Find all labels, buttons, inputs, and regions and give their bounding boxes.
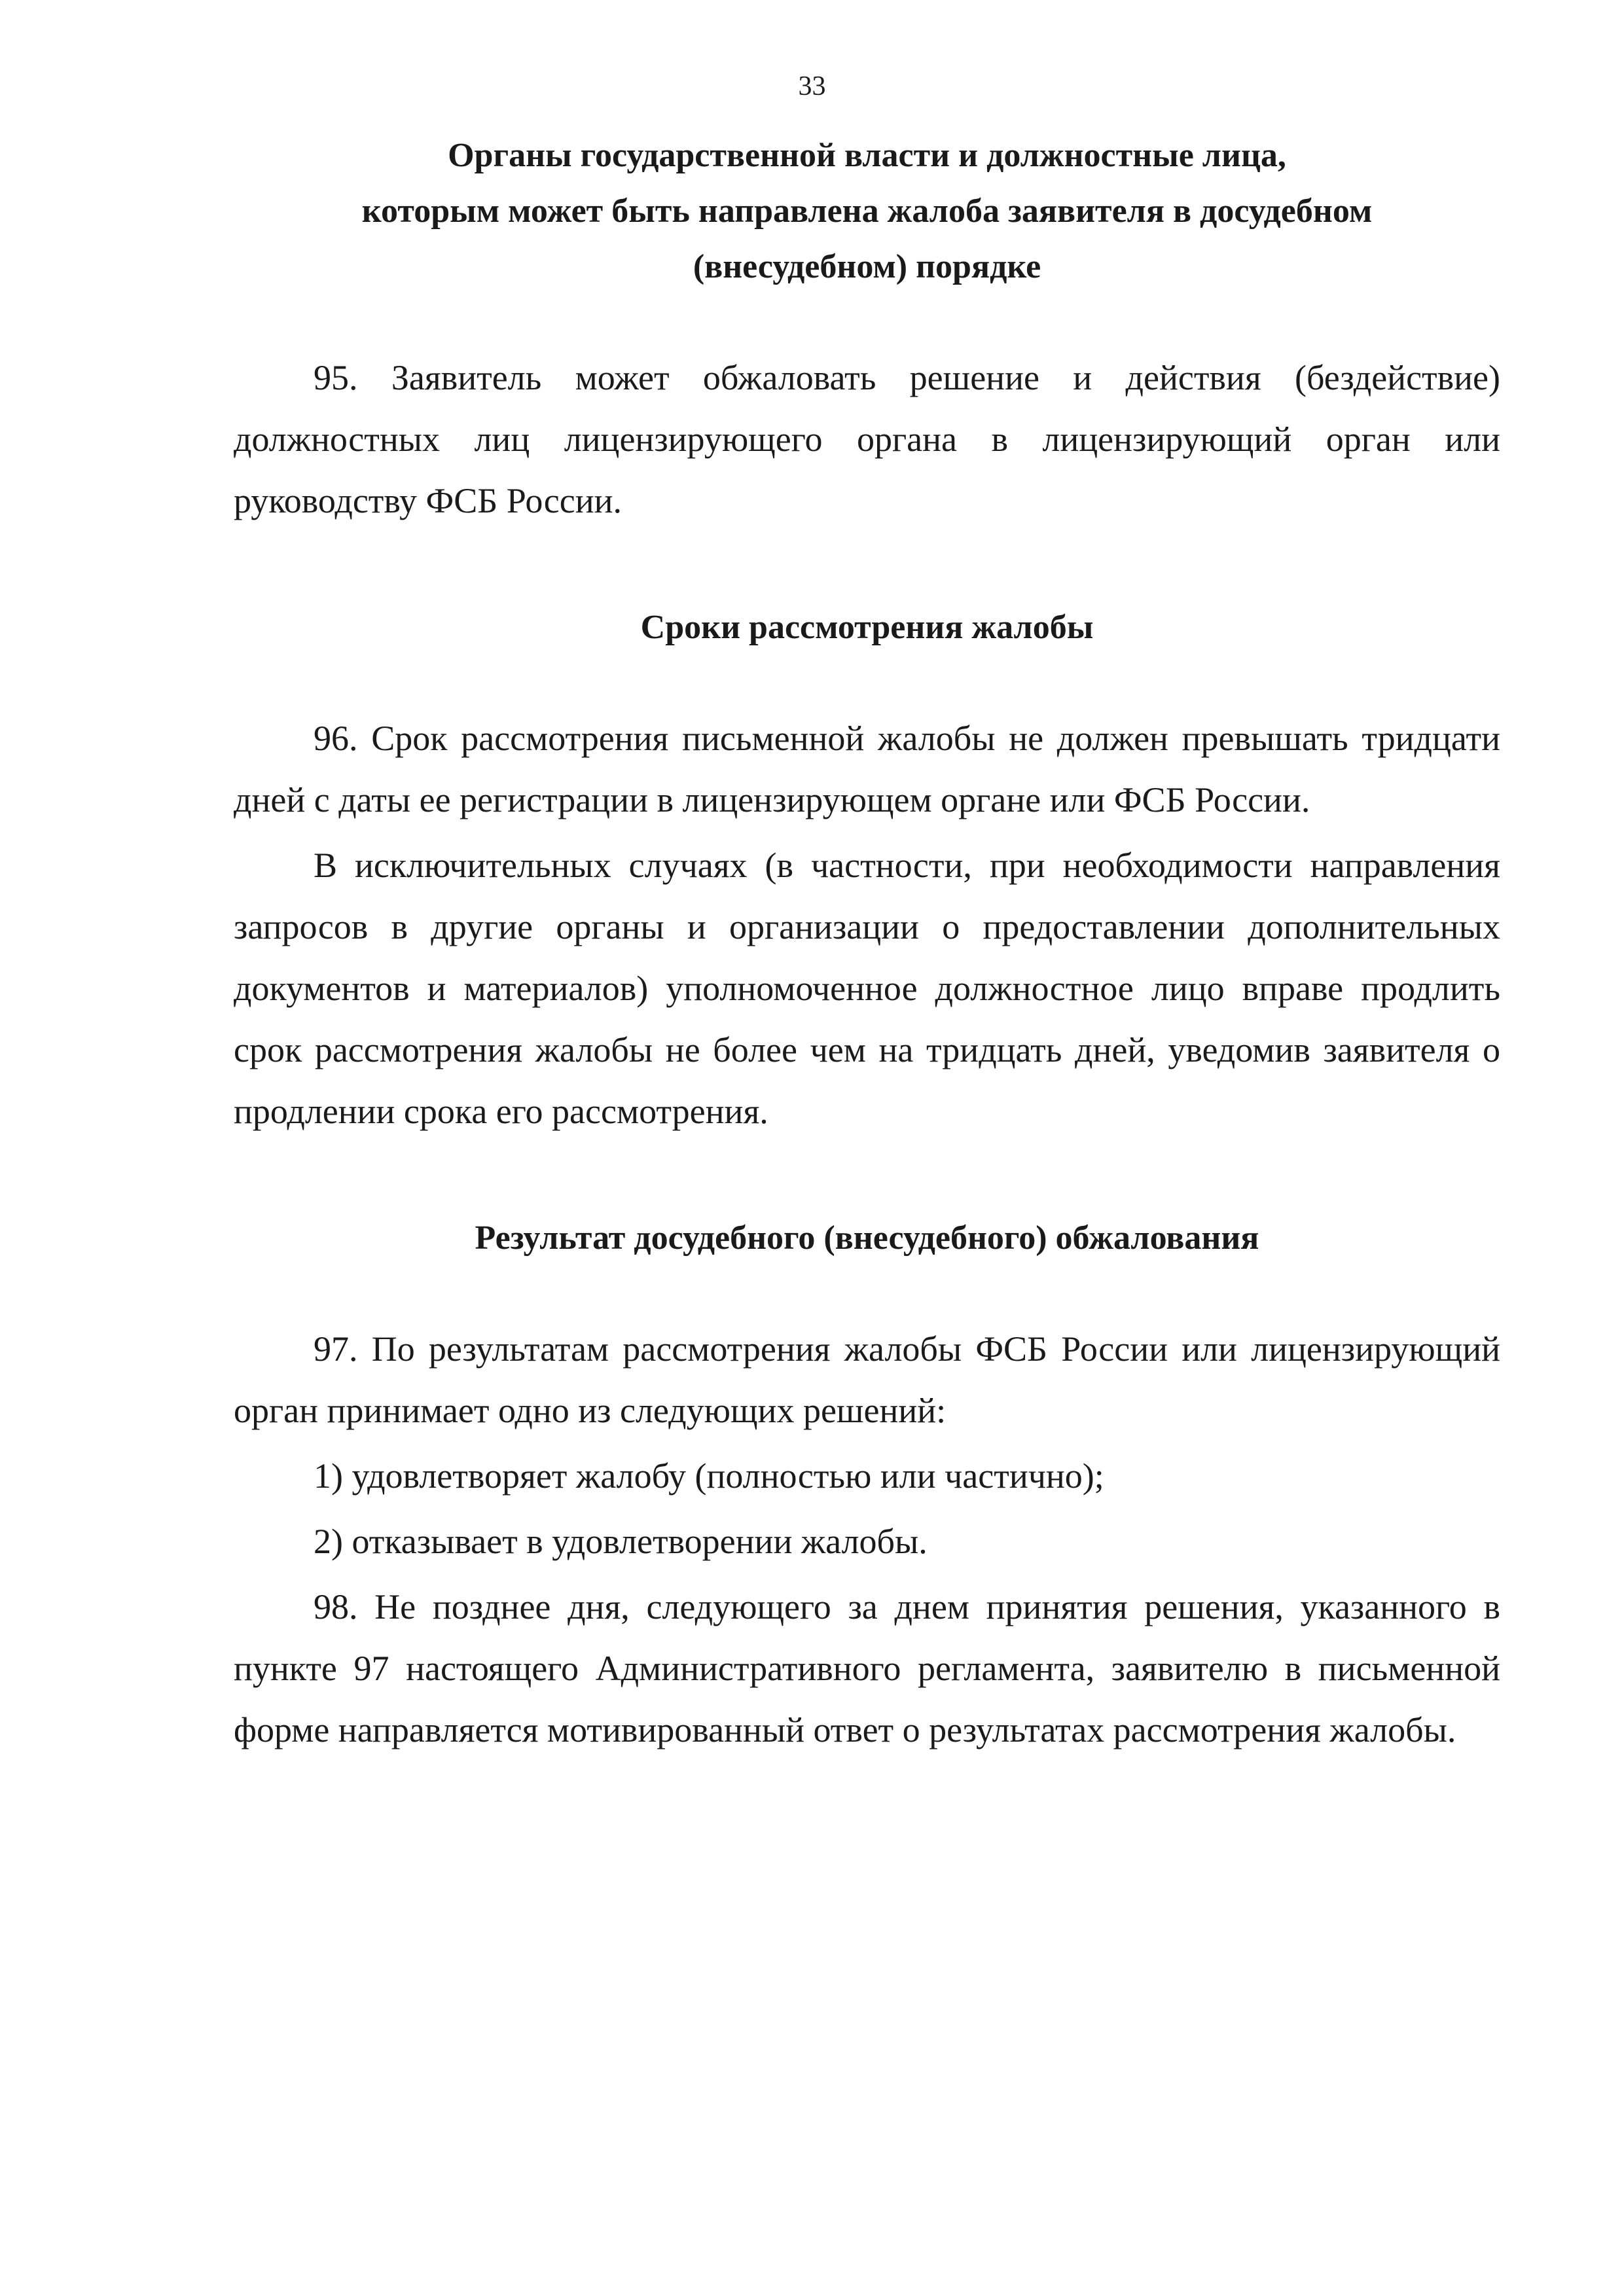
- section-heading-authorities: [234, 128, 1500, 295]
- document-body: [234, 128, 1500, 1761]
- heading-line: Органы государственной власти и должностные лица,: [448, 137, 1286, 174]
- paragraph-97: 97. По результатам рассмотрения жалобы ФСБ России или лицензирующий орган принимает одно из следующих решений:: [234, 1329, 1500, 1430]
- paragraph-96: 96. Срок рассмотрения письменной жалобы не должен превышать тридцати дней с даты ее регистрации в лицензирующем органе или ФСБ России.: [234, 719, 1500, 819]
- section-heading-terms: Сроки рассмотрения жалобы: [640, 609, 1094, 646]
- paragraph-98: 98. Не позднее дня, следующего за днем принятия решения, указанного в пункте 97 настоящего Административного регламента, заявителю в письменной форме направляется мотивированный ответ о результатах рассмотрения жалобы.: [234, 1587, 1500, 1749]
- heading-line: (внесудебном) порядке: [693, 248, 1041, 285]
- paragraph-95: 95. Заявитель может обжаловать решение и действия (бездействие) должностных лиц лицензирующего органа в лицензирующий орган или руководству ФСБ России.: [234, 358, 1500, 520]
- section-heading-result: Результат досудебного (внесудебного) обжалования: [475, 1219, 1259, 1257]
- list-item: 1) удовлетворяет жалобу (полностью или частично);: [314, 1456, 1104, 1496]
- page-number: 33: [798, 71, 826, 101]
- paragraph-96-exceptions: В исключительных случаях (в частности, при необходимости направления запросов в другие органы и организации о предоставлении дополнительных документов и материалов) уполномоченное должностное лицо вправе продлить срок рассмотрения жалобы не более чем на тридцать дней, уведомив заявителя о продлении срока его рассмотрения.: [234, 846, 1500, 1131]
- list-item: 2) отказывает в удовлетворении жалобы.: [314, 1522, 928, 1561]
- heading-line: которым может быть направлена жалоба заявителя в досудебном: [361, 192, 1373, 230]
